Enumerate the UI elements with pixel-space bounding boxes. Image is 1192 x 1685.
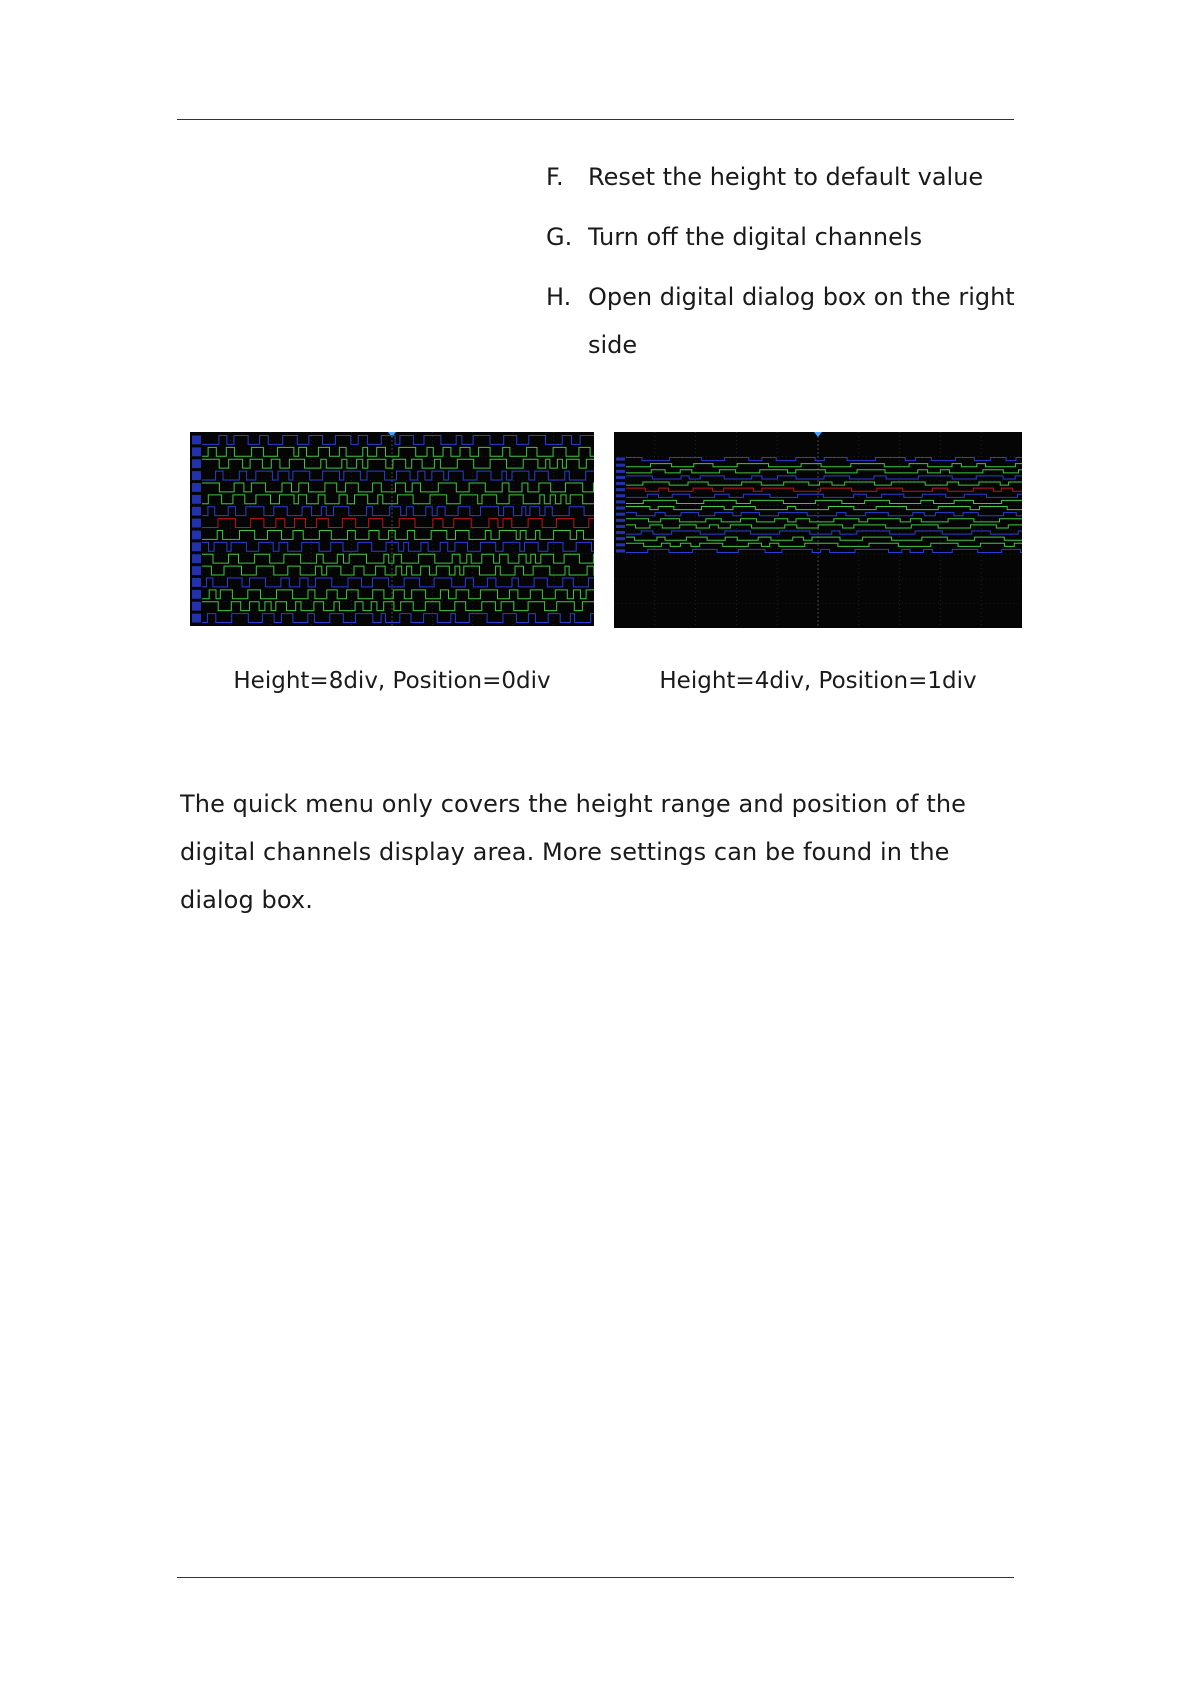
scope-screenshot-height-8div — [190, 432, 594, 626]
figure-caption-right: Height=4div, Position=1div — [659, 668, 977, 694]
list-text: Reset the height to default value — [588, 163, 984, 191]
list-text: Open digital dialog box on the right side — [588, 283, 1015, 359]
header-rule — [177, 119, 1014, 120]
footer-rule — [177, 1577, 1014, 1578]
scope-screenshot-height-4div — [614, 432, 1022, 628]
list-item — [546, 213, 1016, 261]
digital-waveform-image — [190, 432, 594, 626]
list-item — [546, 273, 1016, 369]
figure-caption-left: Height=8div, Position=0div — [233, 668, 551, 694]
list-text: Turn off the digital channels — [588, 223, 923, 251]
body-paragraph: The quick menu only covers the height range and position of the digital channels display area. More settings can be found in the dialog box. — [180, 790, 967, 914]
option-list — [546, 153, 1016, 381]
list-marker: H. — [546, 283, 572, 311]
list-item — [546, 153, 1016, 201]
digital-waveform-image — [614, 432, 1022, 628]
list-marker: G. — [546, 223, 573, 251]
list-marker: F. — [546, 163, 564, 191]
